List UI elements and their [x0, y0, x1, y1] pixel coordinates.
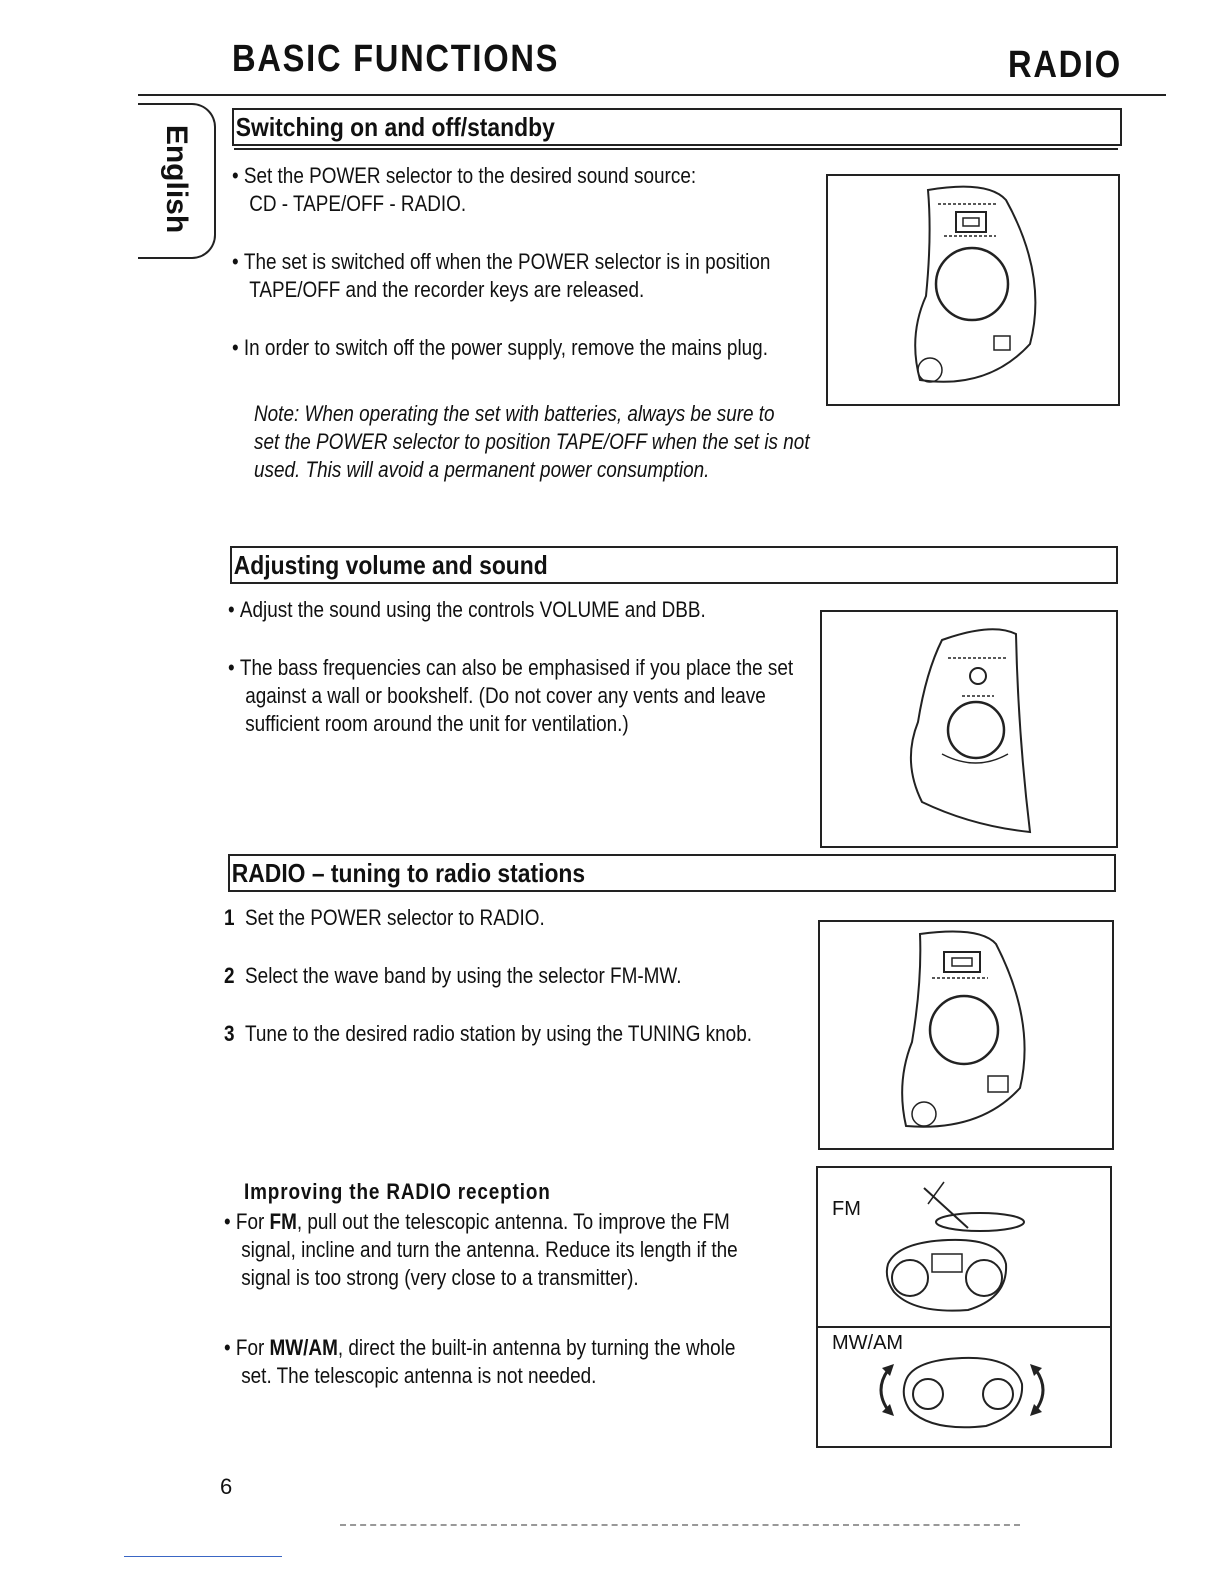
bullet-dot: •: [232, 335, 244, 360]
mw-am-figure: [816, 1326, 1112, 1448]
tuning-illustration: [820, 922, 1112, 1148]
section-tuning-header: [228, 854, 1116, 892]
step-number: 2: [224, 963, 235, 988]
section-volume-rule: [232, 582, 1114, 584]
section-switching-rule: [234, 148, 1118, 150]
section-volume-title: Adjusting volume and sound: [233, 550, 548, 580]
bullet-dot: •: [228, 655, 240, 680]
tuning-step-3: 3 Tune to the desired radio station by using the TUNING knob.: [224, 1021, 752, 1046]
section-tuning-rule: [230, 890, 1112, 892]
power-selector-figure: [826, 174, 1120, 406]
bullet-dot: •: [232, 249, 244, 274]
reception-fm-paragraph: • For FM, pull out the telescopic antenna. To improve the FM signal, incline and turn the antenna. Reduce its length if the signal is too strong (very close to a transmitter).: [224, 1209, 738, 1290]
switching-bullet-3: • In order to switch off the power supply, remove the mains plug.: [232, 335, 768, 360]
fm-figure-label: FM: [832, 1198, 861, 1220]
header-rule: [138, 94, 1166, 96]
bullet-dot: •: [232, 163, 244, 188]
volume-dbb-illustration: [822, 612, 1116, 846]
switching-note: Note: When operating the set with batteries, always be sure to set the POWER selector to position TAPE/OFF when the set is not used. This will avoid a permanent power consumption.: [254, 401, 810, 482]
volume-bullet-1: • Adjust the sound using the controls VOLUME and DBB.: [228, 597, 706, 622]
fm-antenna-figure: [816, 1166, 1112, 1330]
language-tab-label-wrap: [138, 103, 214, 255]
reception-heading: Improving the RADIO reception: [244, 1179, 551, 1204]
step-number: 3: [224, 1021, 235, 1046]
section-switching-header: [232, 108, 1122, 146]
scan-artifact-line: [340, 1524, 1020, 1530]
page-header-section: RADIO: [1008, 44, 1122, 86]
volume-dbb-figure: [820, 610, 1118, 848]
section-tuning-title: RADIO – tuning to radio stations: [231, 858, 586, 888]
mw-am-illustration: [818, 1328, 1110, 1446]
switching-bullet-2: • The set is switched off when the POWER selector is in position TAPE/OFF and the recorder keys are released.: [232, 249, 771, 302]
bullet-dot: •: [224, 1335, 236, 1360]
section-volume-header: [230, 546, 1118, 584]
bullet-dot: •: [228, 597, 240, 622]
page-header-title: BASIC FUNCTIONS: [232, 38, 560, 80]
reception-mw-paragraph: • For MW/AM, direct the built-in antenna by turning the whole set. The telescopic antenna is not needed.: [224, 1335, 736, 1388]
footer-rule: [124, 1556, 282, 1557]
bullet-dot: •: [224, 1209, 236, 1234]
section-switching-title: Switching on and off/standby: [235, 112, 555, 142]
page-number: 6: [220, 1474, 233, 1499]
language-tab-label: English: [160, 124, 193, 234]
tuning-step-1: 1 Set the POWER selector to RADIO.: [224, 905, 545, 930]
switching-bullet-1: • Set the POWER selector to the desired sound source: CD - TAPE/OFF - RADIO.: [232, 163, 697, 216]
volume-bullet-2: • The bass frequencies can also be emphasised if you place the set against a wall or bookshelf. (Do not cover any vents and leave sufficient room around the unit for ventilation.): [228, 655, 794, 736]
step-number: 1: [224, 905, 235, 930]
fm-antenna-illustration: [818, 1168, 1110, 1328]
power-selector-illustration: [828, 176, 1118, 404]
mw-figure-label: MW/AM: [832, 1332, 904, 1354]
tuning-step-2: 2 Select the wave band by using the selector FM-MW.: [224, 963, 682, 988]
tuning-figure: [818, 920, 1114, 1150]
